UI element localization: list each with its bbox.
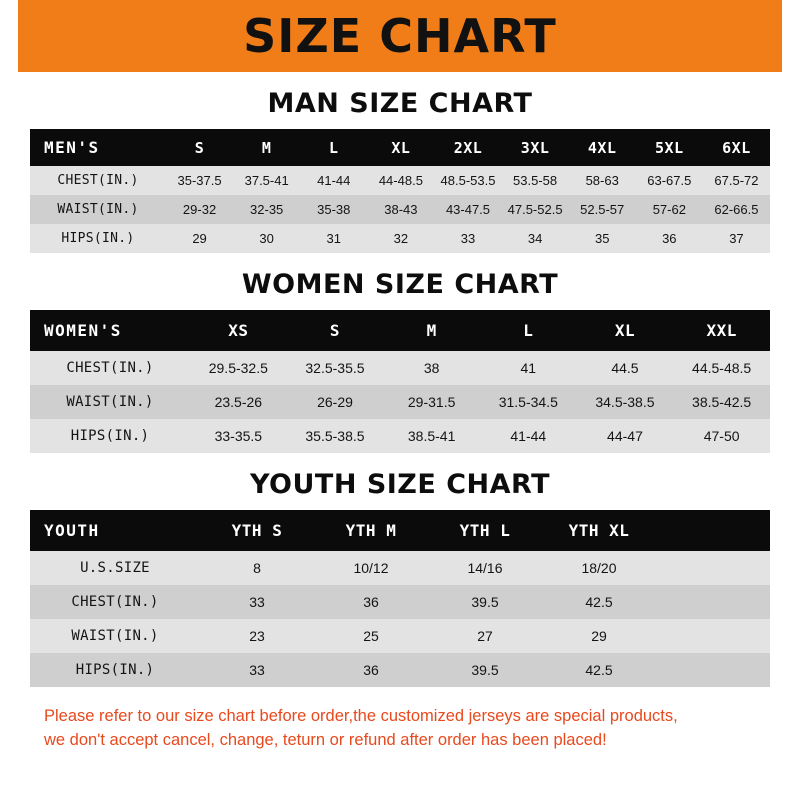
men-table-body: [30, 166, 770, 253]
youth-row-label-chest: CHEST(IN.): [30, 585, 200, 619]
footer-note-line-2: we don't accept cancel, change, teturn or refund after order has been placed!: [44, 730, 607, 749]
women-waist-l: 31.5-34.5: [480, 385, 577, 419]
women-chest-xs: 29.5-32.5: [190, 351, 287, 385]
section-title-women: WOMEN SIZE CHART: [241, 269, 559, 300]
table-row: [30, 419, 770, 453]
youth-chest-s: 33: [200, 585, 314, 619]
women-hips-l: 41-44: [480, 419, 577, 453]
men-waist-m: 32-35: [233, 195, 300, 224]
women-waist-xl: 34.5-38.5: [577, 385, 674, 419]
women-chest-l: 41: [480, 351, 577, 385]
women-col-s: S: [287, 310, 384, 351]
men-size-table: [30, 129, 770, 253]
men-col-2xl: 2XL: [434, 129, 501, 166]
men-chest-l: 41-44: [300, 166, 367, 195]
table-row: [30, 351, 770, 385]
women-waist-xxl: 38.5-42.5: [673, 385, 770, 419]
table-row: [30, 585, 770, 619]
youth-hips-m: 36: [314, 653, 428, 687]
table-row: [30, 385, 770, 419]
women-row-header-label: WOMEN'S: [30, 310, 190, 351]
table-row: [30, 166, 770, 195]
women-col-m: M: [383, 310, 480, 351]
women-hips-xl: 44-47: [577, 419, 674, 453]
men-row-label-chest: CHEST(IN.): [30, 166, 166, 195]
men-chest-xl: 44-48.5: [367, 166, 434, 195]
table-header-row: [30, 310, 770, 351]
men-waist-s: 29-32: [166, 195, 233, 224]
men-hips-4xl: 35: [569, 224, 636, 253]
table-row: [30, 619, 770, 653]
men-hips-6xl: 37: [703, 224, 770, 253]
header-left-notch: [0, 0, 18, 72]
men-hips-l: 31: [300, 224, 367, 253]
men-hips-3xl: 34: [502, 224, 569, 253]
women-col-xs: XS: [190, 310, 287, 351]
youth-hips-s: 33: [200, 653, 314, 687]
youth-ussize-m: 10/12: [314, 551, 428, 585]
youth-row-label-waist: WAIST(IN.): [30, 619, 200, 653]
table-row: [30, 224, 770, 253]
women-table-header: [30, 310, 770, 351]
footer-note: [44, 705, 756, 753]
women-col-xl: XL: [577, 310, 674, 351]
youth-ussize-l: 14/16: [428, 551, 542, 585]
youth-chest-xl: 42.5: [542, 585, 656, 619]
women-hips-m: 38.5-41: [383, 419, 480, 453]
women-row-label-waist: WAIST(IN.): [30, 385, 190, 419]
footer-note-line-1: Please refer to our size chart before order,the customized jerseys are special products,: [44, 707, 678, 725]
women-size-table: [30, 310, 770, 453]
table-row: [30, 653, 770, 687]
page-title: SIZE CHART: [243, 9, 557, 63]
table-header-row: [30, 510, 770, 551]
youth-chest-spacer: [656, 585, 770, 619]
men-chest-3xl: 53.5-58: [502, 166, 569, 195]
youth-row-label-ussize: U.S.SIZE: [30, 551, 200, 585]
women-chest-xl: 44.5: [577, 351, 674, 385]
youth-col-spacer: [656, 510, 770, 551]
women-chest-s: 32.5-35.5: [287, 351, 384, 385]
men-col-3xl: 3XL: [502, 129, 569, 166]
men-chest-2xl: 48.5-53.5: [434, 166, 501, 195]
men-waist-6xl: 62-66.5: [703, 195, 770, 224]
men-chest-5xl: 63-67.5: [636, 166, 703, 195]
table-header-row: [30, 129, 770, 166]
youth-hips-spacer: [656, 653, 770, 687]
men-waist-2xl: 43-47.5: [434, 195, 501, 224]
women-chest-xxl: 44.5-48.5: [673, 351, 770, 385]
youth-waist-l: 27: [428, 619, 542, 653]
content: [0, 88, 800, 753]
section-title-men: MAN SIZE CHART: [267, 88, 533, 119]
table-row: [30, 195, 770, 224]
men-hips-xl: 32: [367, 224, 434, 253]
header-right-notch: [782, 0, 800, 72]
men-chest-6xl: 67.5-72: [703, 166, 770, 195]
men-chest-s: 35-37.5: [166, 166, 233, 195]
women-chest-m: 38: [383, 351, 480, 385]
youth-ussize-spacer: [656, 551, 770, 585]
section-title-youth: YOUTH SIZE CHART: [249, 469, 551, 500]
women-hips-xxl: 47-50: [673, 419, 770, 453]
women-row-label-hips: HIPS(IN.): [30, 419, 190, 453]
men-col-s: S: [166, 129, 233, 166]
youth-waist-s: 23: [200, 619, 314, 653]
men-waist-l: 35-38: [300, 195, 367, 224]
men-col-6xl: 6XL: [703, 129, 770, 166]
men-waist-5xl: 57-62: [636, 195, 703, 224]
men-row-label-waist: WAIST(IN.): [30, 195, 166, 224]
men-col-4xl: 4XL: [569, 129, 636, 166]
women-table-body: [30, 351, 770, 453]
women-hips-xs: 33-35.5: [190, 419, 287, 453]
youth-ussize-xl: 18/20: [542, 551, 656, 585]
men-row-header-label: MEN'S: [30, 129, 166, 166]
youth-col-xl: YTH XL: [542, 510, 656, 551]
women-col-l: L: [480, 310, 577, 351]
youth-chest-l: 39.5: [428, 585, 542, 619]
men-col-xl: XL: [367, 129, 434, 166]
women-hips-s: 35.5-38.5: [287, 419, 384, 453]
women-waist-s: 26-29: [287, 385, 384, 419]
men-hips-m: 30: [233, 224, 300, 253]
men-col-l: L: [300, 129, 367, 166]
youth-col-s: YTH S: [200, 510, 314, 551]
men-waist-xl: 38-43: [367, 195, 434, 224]
men-col-m: M: [233, 129, 300, 166]
women-waist-m: 29-31.5: [383, 385, 480, 419]
men-hips-s: 29: [166, 224, 233, 253]
youth-waist-spacer: [656, 619, 770, 653]
youth-hips-l: 39.5: [428, 653, 542, 687]
men-chest-4xl: 58-63: [569, 166, 636, 195]
table-row: [30, 551, 770, 585]
youth-waist-xl: 29: [542, 619, 656, 653]
youth-waist-m: 25: [314, 619, 428, 653]
men-table-header: [30, 129, 770, 166]
youth-row-header-label: YOUTH: [30, 510, 200, 551]
men-chest-m: 37.5-41: [233, 166, 300, 195]
men-waist-3xl: 47.5-52.5: [502, 195, 569, 224]
men-hips-5xl: 36: [636, 224, 703, 253]
men-col-5xl: 5XL: [636, 129, 703, 166]
youth-table-header: [30, 510, 770, 551]
youth-ussize-s: 8: [200, 551, 314, 585]
youth-size-table: [30, 510, 770, 687]
women-waist-xs: 23.5-26: [190, 385, 287, 419]
header-band: [0, 0, 800, 72]
men-waist-4xl: 52.5-57: [569, 195, 636, 224]
youth-hips-xl: 42.5: [542, 653, 656, 687]
women-col-xxl: XXL: [673, 310, 770, 351]
men-hips-2xl: 33: [434, 224, 501, 253]
youth-row-label-hips: HIPS(IN.): [30, 653, 200, 687]
youth-col-m: YTH M: [314, 510, 428, 551]
women-row-label-chest: CHEST(IN.): [30, 351, 190, 385]
youth-chest-m: 36: [314, 585, 428, 619]
men-row-label-hips: HIPS(IN.): [30, 224, 166, 253]
youth-table-body: [30, 551, 770, 687]
youth-col-l: YTH L: [428, 510, 542, 551]
